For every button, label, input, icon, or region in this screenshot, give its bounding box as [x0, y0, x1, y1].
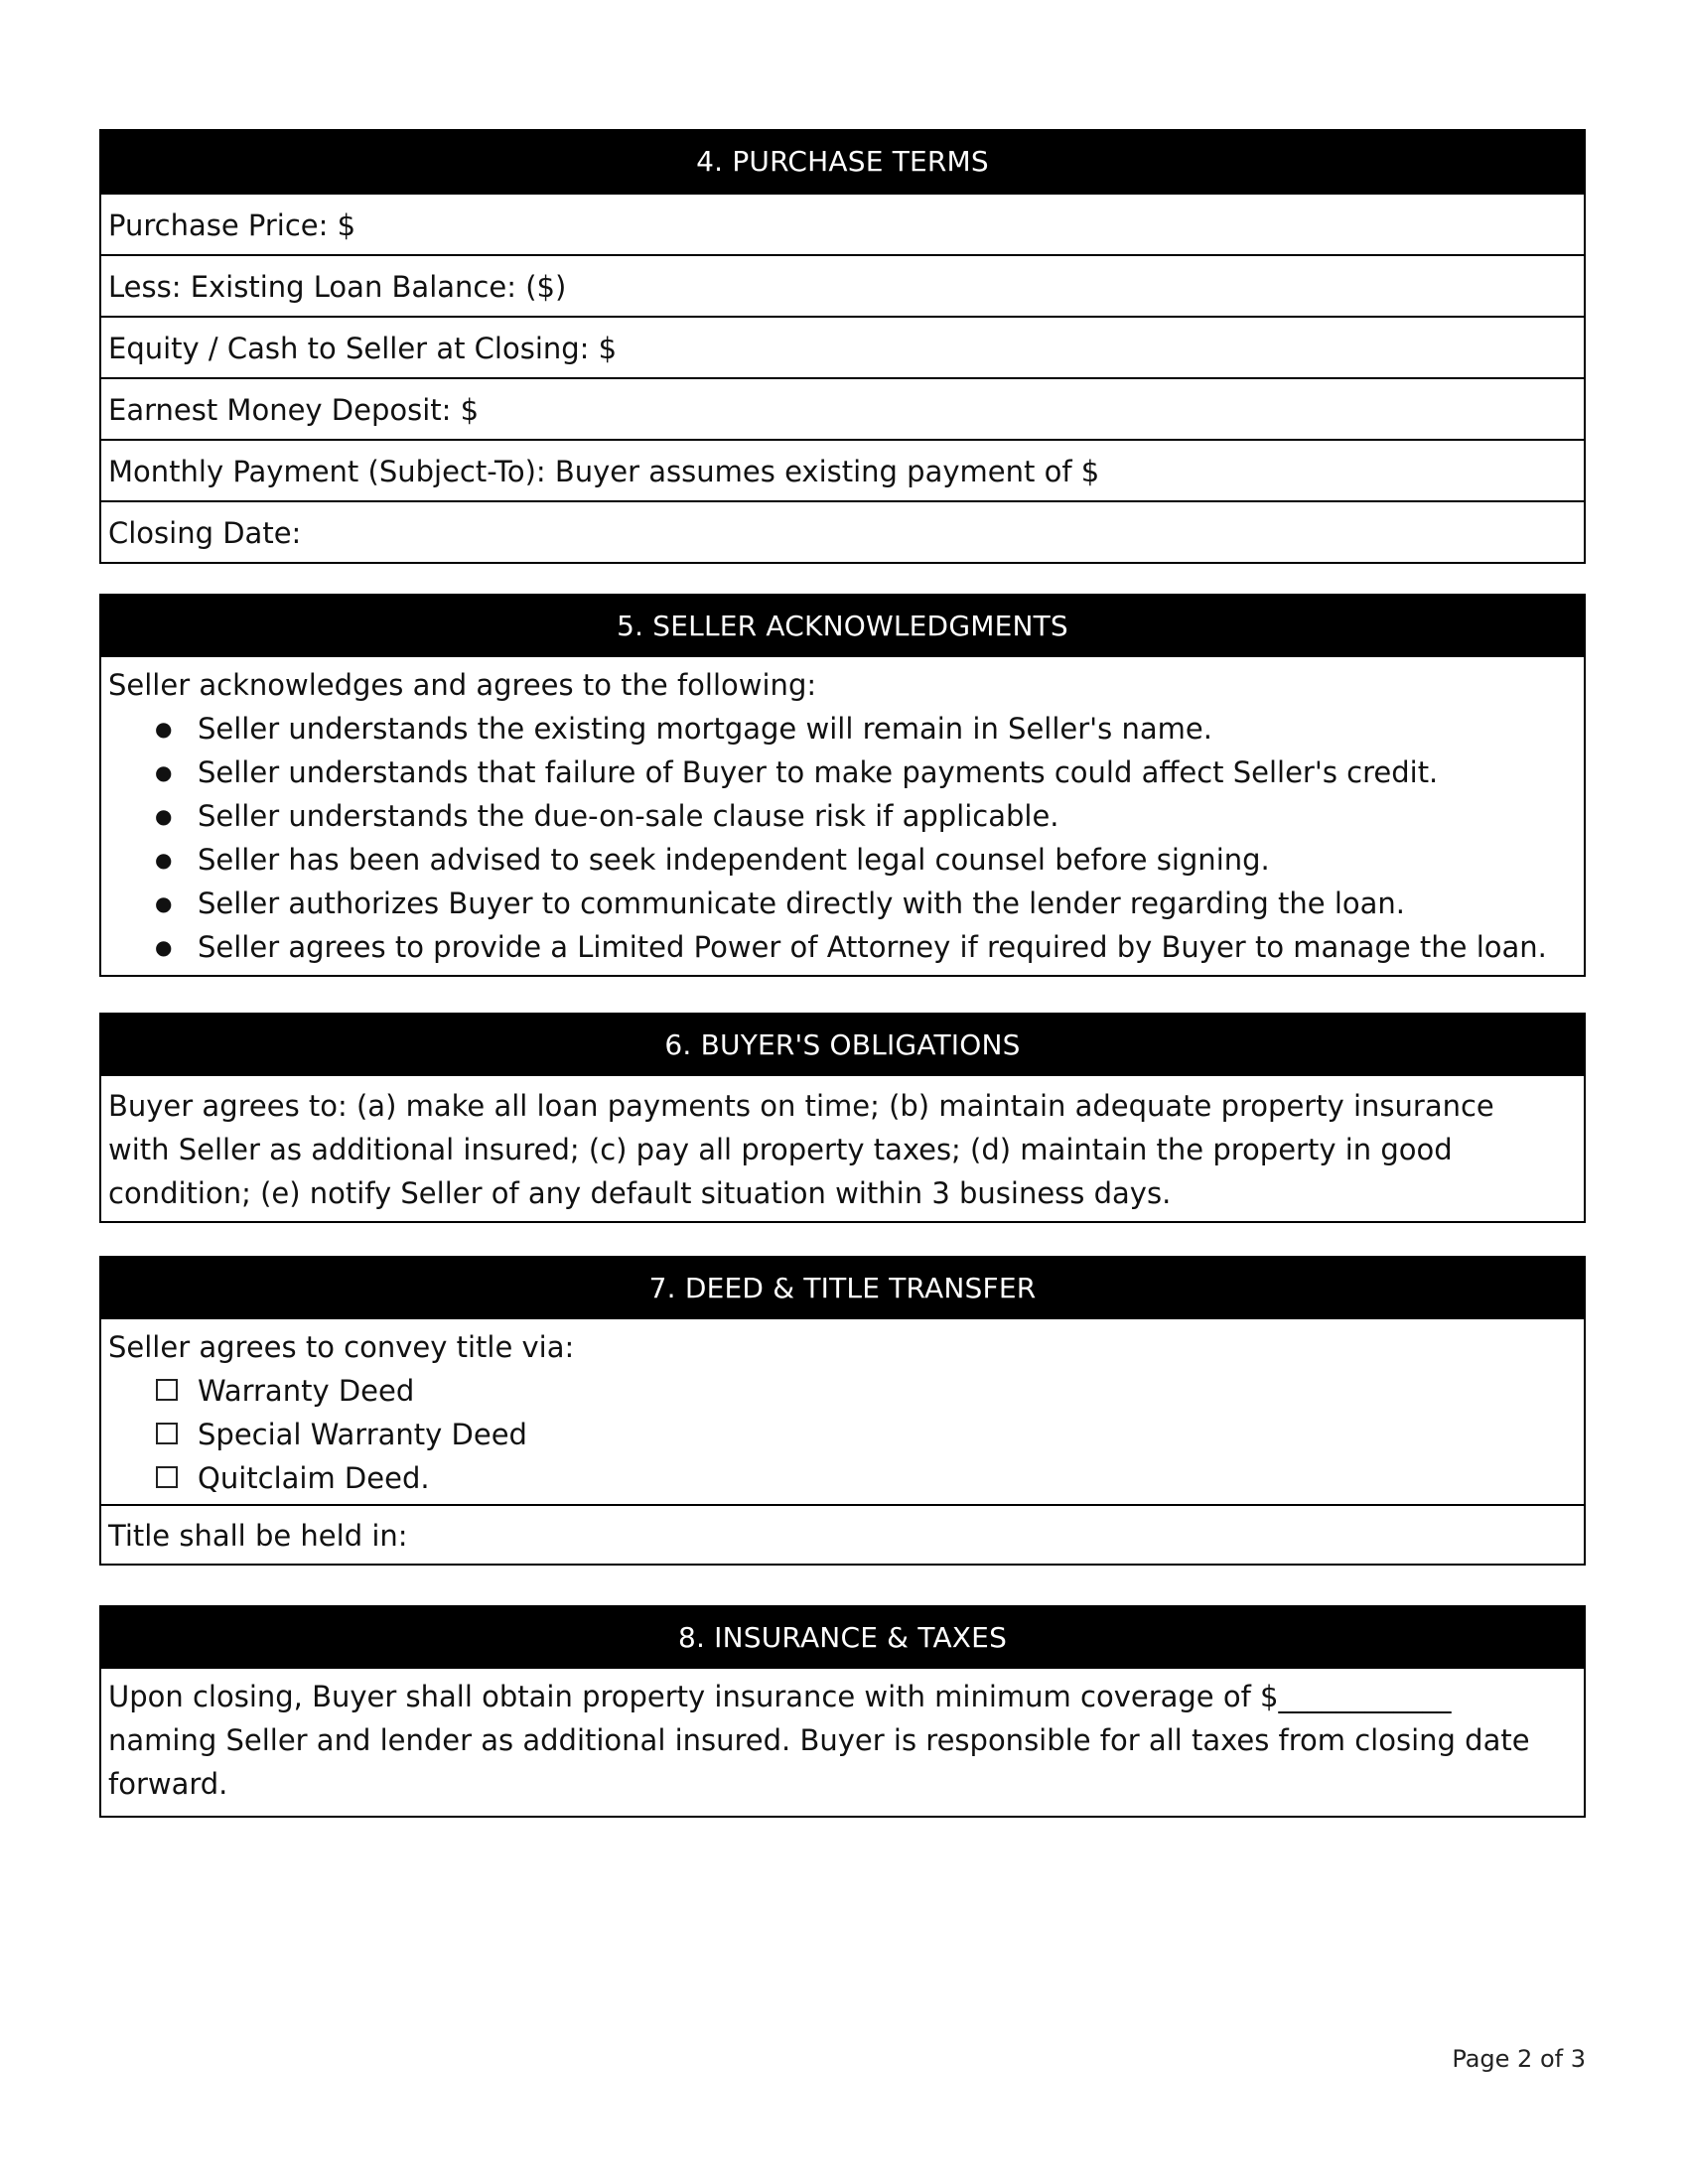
checkbox-icon[interactable] [156, 1466, 178, 1488]
section-header: 6. BUYER'S OBLIGATIONS [101, 1015, 1584, 1076]
bullet-icon: ● [155, 717, 173, 741]
insurance-taxes-text: Upon closing, Buyer shall obtain property insurance with minimum coverage of $____________ naming Seller and lender as additional insured. Buyer is responsible for all taxes from closing date forward. [108, 1680, 1530, 1801]
deed-option-warranty[interactable]: Warranty Deed [108, 1369, 1564, 1413]
section-header: 8. INSURANCE & TAXES [101, 1607, 1584, 1669]
section-header: 7. DEED & TITLE TRANSFER [101, 1258, 1584, 1319]
equity-cash-row: Equity / Cash to Seller at Closing: $ [101, 316, 1584, 377]
section-deed-title-transfer [99, 1256, 1586, 1566]
bullet-icon: ● [155, 891, 173, 915]
deed-intro: Seller agrees to convey title via: [108, 1330, 575, 1364]
closing-date-row: Closing Date: [101, 500, 1584, 562]
buyer-obligations-text: Buyer agrees to: (a) make all loan payments on time; (b) maintain adequate property insurance with Seller as additional insured; (c) pay all property taxes; (d) maintain the property in good condition; (e) notify Seller of any default situation within 3 business days. [108, 1089, 1494, 1210]
list-item: ● Seller understands that failure of Buyer to make payments could affect Seller's credit. [108, 751, 1564, 794]
list-item: ● Seller authorizes Buyer to communicate directly with the lender regarding the loan. [108, 882, 1564, 925]
section-seller-acknowledgments [99, 594, 1586, 977]
loan-balance-row: Less: Existing Loan Balance: ($) [101, 254, 1584, 316]
list-item: ● Seller agrees to provide a Limited Power of Attorney if required by Buyer to manage the loan. [108, 925, 1564, 969]
list-item: ● Seller understands the due-on-sale clause risk if applicable. [108, 794, 1564, 838]
bullet-icon: ● [155, 848, 173, 872]
section-buyer-obligations [99, 1013, 1586, 1223]
section-header: 5. SELLER ACKNOWLEDGMENTS [101, 596, 1584, 657]
acknowledgments-intro: Seller acknowledges and agrees to the following: [108, 668, 817, 702]
earnest-money-row: Earnest Money Deposit: $ [101, 377, 1584, 439]
deed-option-quitclaim[interactable]: Quitclaim Deed. [108, 1456, 1564, 1500]
title-held-row: Title shall be held in: [101, 1504, 1584, 1564]
monthly-payment-row: Monthly Payment (Subject-To): Buyer assumes existing payment of $ [101, 439, 1584, 500]
list-item: ● Seller has been advised to seek independent legal counsel before signing. [108, 838, 1564, 882]
checkbox-icon[interactable] [156, 1379, 178, 1401]
list-item: ● Seller understands the existing mortgage will remain in Seller's name. [108, 707, 1564, 751]
bullet-icon: ● [155, 935, 173, 959]
bullet-icon: ● [155, 804, 173, 828]
deed-option-special-warranty[interactable]: Special Warranty Deed [108, 1413, 1564, 1456]
page-number: Page 2 of 3 [1452, 2045, 1586, 2073]
section-header: 4. PURCHASE TERMS [101, 131, 1584, 193]
checkbox-icon[interactable] [156, 1423, 178, 1444]
bullet-icon: ● [155, 760, 173, 784]
section-purchase-terms [99, 129, 1586, 564]
purchase-price-row: Purchase Price: $ [101, 193, 1584, 254]
section-insurance-taxes [99, 1605, 1586, 1818]
